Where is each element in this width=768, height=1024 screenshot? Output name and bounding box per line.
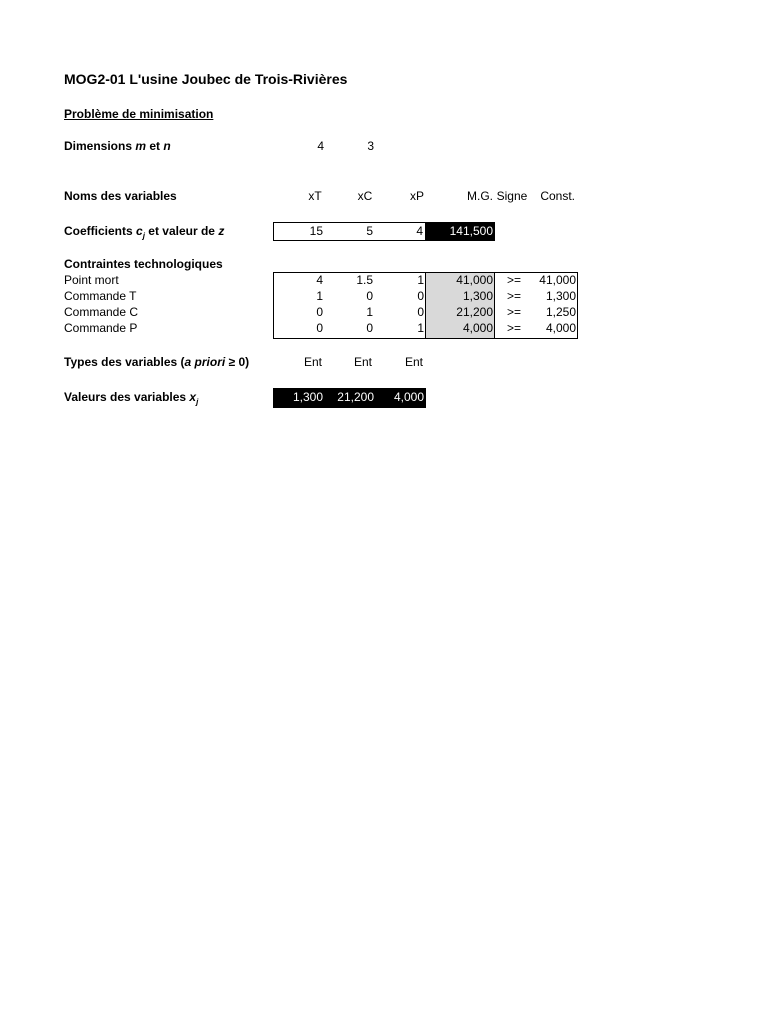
variable-values-label-pre: Valeurs des variables — [64, 390, 190, 404]
solution-value-cell[interactable]: 21,200 — [337, 390, 374, 404]
constraint-name: Commande C — [64, 305, 139, 319]
dimension-n-cell[interactable]: 3 — [367, 139, 374, 153]
coefficient-cell[interactable]: 4 — [416, 224, 423, 238]
sign-header: Signe — [496, 189, 528, 203]
var-name-xC[interactable]: xC — [357, 189, 373, 203]
variable-type-cell[interactable]: Ent — [404, 355, 423, 369]
var-name-xP[interactable]: xP — [409, 189, 424, 203]
variable-types-label-a-priori: a priori — [184, 355, 226, 369]
coefficients-label-sub: j — [142, 231, 145, 241]
variable-type-cell[interactable]: Ent — [303, 355, 322, 369]
variable-types-label-pre: Types des variables ( — [64, 355, 185, 369]
constraint-name: Point mort — [64, 273, 119, 287]
constraint-coef-cell[interactable]: 1.5 — [356, 273, 373, 287]
constraint-coef-cell[interactable]: 0 — [366, 289, 373, 303]
constraint-const-cell[interactable]: 4,000 — [545, 321, 576, 335]
constraint-mg-cell[interactable]: 1,300 — [462, 289, 493, 303]
const-header: Const. — [540, 189, 575, 203]
constraint-coef-cell[interactable]: 1 — [316, 289, 323, 303]
var-name-xT[interactable]: xT — [308, 189, 322, 203]
constraints-label: Contraintes technologiques — [64, 257, 223, 271]
coefficients-label-z: z — [218, 224, 225, 238]
problem-type-heading: Problème de minimisation — [64, 107, 214, 121]
constraint-const-cell[interactable]: 41,000 — [539, 273, 576, 287]
variable-types-label-post: ≥ 0) — [225, 355, 250, 369]
variable-type-cell[interactable]: Ent — [353, 355, 372, 369]
constraint-name: Commande T — [64, 289, 137, 303]
coefficients-label-c: c — [136, 224, 143, 238]
constraint-sign-cell[interactable]: >= — [506, 289, 521, 303]
solution-value-cell[interactable]: 1,300 — [292, 390, 323, 404]
constraint-coef-cell[interactable]: 0 — [417, 289, 424, 303]
constraint-coef-cell[interactable]: 4 — [316, 273, 323, 287]
constraint-sign-cell[interactable]: >= — [506, 273, 521, 287]
constraint-coef-cell[interactable]: 0 — [316, 321, 323, 335]
constraint-mg-cell[interactable]: 21,200 — [456, 305, 493, 319]
coefficient-cell[interactable]: 5 — [366, 224, 373, 238]
constraint-coef-cell[interactable]: 0 — [366, 321, 373, 335]
objective-value-cell[interactable]: 141,500 — [449, 224, 493, 238]
constraint-sign-cell[interactable]: >= — [506, 305, 521, 319]
dimensions-label-m: m — [135, 139, 147, 153]
constraint-coef-cell[interactable]: 1 — [366, 305, 373, 319]
constraint-mg-cell[interactable]: 41,000 — [456, 273, 493, 287]
solution-value-cell[interactable]: 4,000 — [393, 390, 424, 404]
constraint-coef-cell[interactable]: 1 — [417, 321, 424, 335]
constraint-const-cell[interactable]: 1,250 — [545, 305, 576, 319]
constraint-const-cell[interactable]: 1,300 — [545, 289, 576, 303]
coefficients-label-pre: Coefficients — [64, 224, 137, 238]
coefficients-label — [64, 224, 224, 240]
dimensions-label-pre: Dimensions — [64, 139, 136, 153]
mg-header: M.G. — [467, 189, 493, 203]
page-title: MOG2-01 L'usine Joubec de Trois-Rivières — [64, 71, 348, 87]
variable-values-label-sub: j — [196, 397, 199, 407]
dimensions-label-mid: et — [146, 139, 164, 153]
constraint-coef-cell[interactable]: 0 — [417, 305, 424, 319]
constraint-mg-cell[interactable]: 4,000 — [462, 321, 493, 335]
variable-types-label — [64, 355, 249, 369]
coefficients-label-mid: et valeur de — [144, 224, 219, 238]
dimension-m-cell[interactable]: 4 — [317, 139, 324, 153]
constraint-name: Commande P — [64, 321, 138, 335]
constraint-coef-cell[interactable]: 1 — [417, 273, 424, 287]
constraint-sign-cell[interactable]: >= — [506, 321, 521, 335]
dimensions-label-n: n — [163, 139, 171, 153]
coefficient-cell[interactable]: 15 — [309, 224, 323, 238]
variable-values-label-x: x — [189, 390, 197, 404]
variable-values-label — [64, 390, 198, 406]
variable-names-label: Noms des variables — [64, 189, 177, 203]
constraint-coef-cell[interactable]: 0 — [316, 305, 323, 319]
dimensions-label — [64, 139, 171, 153]
